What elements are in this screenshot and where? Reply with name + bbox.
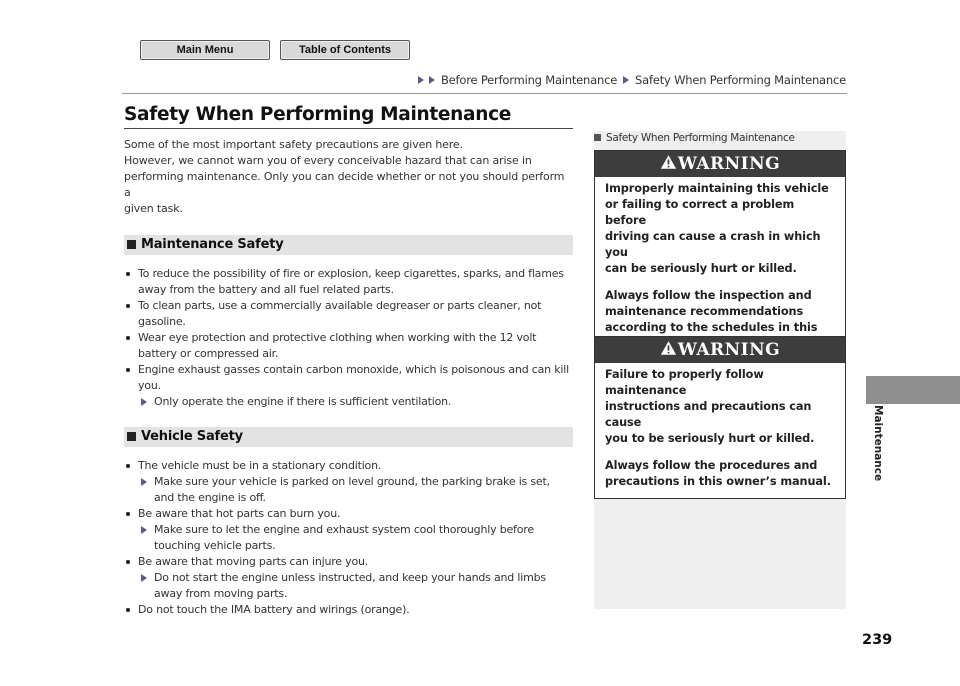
list-item (124, 602, 573, 618)
intro-text (124, 137, 573, 217)
warning-line: driving can cause a crash in which you (605, 230, 821, 259)
breadcrumb-current: Safety When Performing Maintenance (635, 73, 846, 87)
section-title: Maintenance Safety (141, 237, 284, 252)
note-line: Do not start the engine unless instructed, and keep your hands and limbs (154, 571, 546, 584)
warning-triangle-icon (660, 154, 677, 170)
list-item-note (138, 394, 573, 410)
warning-paragraph (605, 367, 837, 447)
note-line: touching vehicle parts. (154, 539, 276, 552)
warning-label: WARNING (677, 154, 781, 174)
warning-paragraph (605, 181, 837, 277)
list-item-line: To clean parts, use a commercially available degreaser or parts cleaner, not (138, 299, 542, 312)
section-title: Vehicle Safety (141, 429, 243, 444)
main-menu-button[interactable]: Main Menu (140, 40, 270, 60)
warning-line: precautions in this owner’s manual. (605, 475, 831, 488)
warning-line: instructions and precautions can cause (605, 400, 812, 429)
breadcrumb-parent-link[interactable]: Before Performing Maintenance (440, 73, 618, 87)
warning-label: WARNING (677, 340, 781, 360)
list-item-line: gasoline. (138, 315, 186, 328)
intro-line: Some of the most important safety precautions are given here. (124, 138, 463, 151)
chapter-label: Maintenance (872, 405, 884, 482)
note-marker-icon (594, 134, 601, 141)
list-item-line: The vehicle must be in a stationary condition. (138, 459, 382, 472)
warning-line: according to the schedules in this (605, 321, 818, 334)
list-item (124, 506, 573, 554)
note-line: Make sure your vehicle is parked on level ground, the parking brake is set, (154, 475, 550, 488)
chapter-tab[interactable] (866, 376, 960, 404)
warning-body (595, 177, 845, 360)
list-item-note (138, 474, 573, 506)
warning-triangle-icon (660, 340, 677, 356)
sidebar-title (594, 132, 795, 144)
warning-header (595, 151, 845, 177)
note-line: away from moving parts. (154, 587, 288, 600)
arrow-right-icon (418, 76, 424, 84)
warning-line: Always follow the procedures and (605, 459, 818, 472)
list-item (124, 554, 573, 602)
intro-line: performing maintenance. Only you can decide whether or not you should perform a (124, 170, 565, 199)
table-of-contents-button[interactable]: Table of Contents (280, 40, 410, 60)
list-item-line: away from the battery and all fuel related parts. (138, 283, 394, 296)
section-heading-maintenance-safety (124, 235, 573, 255)
list-item-line: Engine exhaust gasses contain carbon monoxide, which is poisonous and can kill (138, 363, 569, 376)
breadcrumb (416, 73, 846, 87)
warning-line: Improperly maintaining this vehicle (605, 182, 829, 195)
list-item (124, 266, 573, 298)
list-item (124, 330, 573, 362)
square-bullet-icon (127, 432, 136, 441)
warning-paragraph (605, 458, 837, 490)
list-item (124, 362, 573, 410)
list-item-line: Wear eye protection and protective clothing when working with the 12 volt (138, 331, 537, 344)
list-item-line: battery or compressed air. (138, 347, 279, 360)
maintenance-safety-list (124, 266, 573, 410)
warning-line: maintenance recommendations (605, 305, 804, 318)
sidebar-title-text: Safety When Performing Maintenance (606, 132, 795, 144)
arrow-right-icon (141, 478, 147, 486)
page-title: Safety When Performing Maintenance (124, 104, 573, 129)
note-text: Only operate the engine if there is sufficient ventilation. (154, 395, 452, 408)
note-line: and the engine is off. (154, 491, 266, 504)
intro-line: However, we cannot warn you of every conceivable hazard that can arise in (124, 154, 532, 167)
arrow-right-icon (141, 526, 147, 534)
arrow-right-icon (429, 76, 435, 84)
vehicle-safety-list (124, 458, 573, 618)
warning-line: can be seriously hurt or killed. (605, 262, 797, 275)
list-item (124, 298, 573, 330)
list-item (124, 458, 573, 506)
warning-box-procedures (594, 336, 846, 499)
list-item-line: To reduce the possibility of fire or explosion, keep cigarettes, sparks, and flames (138, 267, 564, 280)
list-item-line: Be aware that hot parts can burn you. (138, 507, 341, 520)
list-item-line: you. (138, 379, 161, 392)
arrow-right-icon (623, 76, 629, 84)
list-item-note (138, 570, 573, 602)
warning-line: you to be seriously hurt or killed. (605, 432, 815, 445)
list-item-note (138, 522, 573, 554)
arrow-right-icon (141, 574, 147, 582)
list-item-line: Be aware that moving parts can injure you. (138, 555, 369, 568)
warning-box-maintenance (594, 150, 846, 361)
warning-line: Failure to properly follow maintenance (605, 368, 764, 397)
square-bullet-icon (127, 240, 136, 249)
main-content (124, 104, 573, 618)
intro-line: given task. (124, 202, 183, 215)
page-number: 239 (862, 632, 893, 648)
arrow-right-icon (141, 398, 147, 406)
sidebar-notes (594, 131, 846, 609)
header-divider (122, 93, 847, 94)
warning-body (595, 363, 845, 498)
warning-header (595, 337, 845, 363)
list-item-line: Do not touch the IMA battery and wirings (orange). (138, 603, 410, 616)
warning-line: or failing to correct a problem before (605, 198, 795, 227)
warning-line: Always follow the inspection and (605, 289, 812, 302)
section-heading-vehicle-safety (124, 427, 573, 447)
note-line: Make sure to let the engine and exhaust system cool thoroughly before (154, 523, 534, 536)
